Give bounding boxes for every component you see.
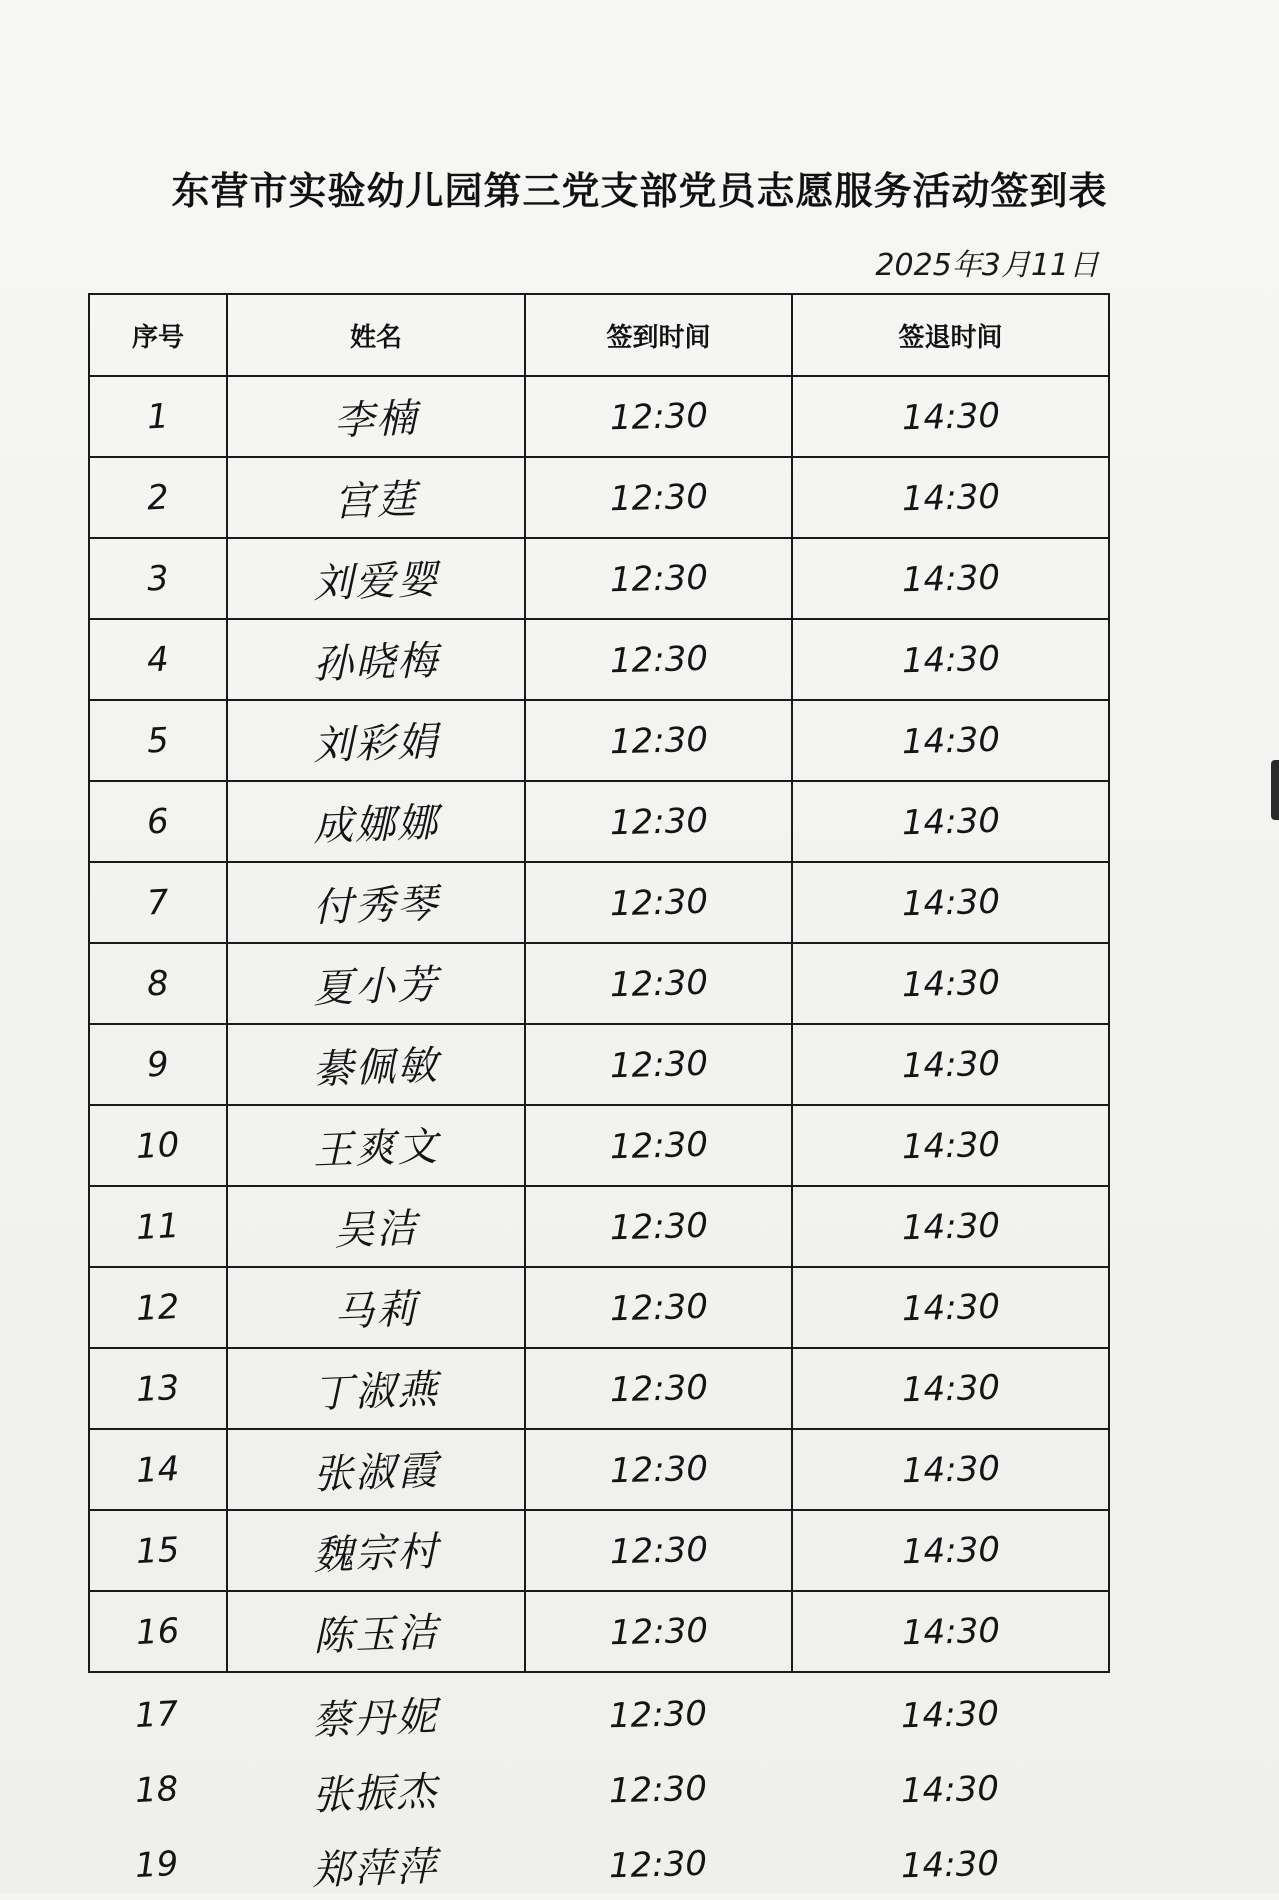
sign-out-time: 14:30	[900, 962, 1000, 1005]
sign-out-time-cell	[792, 700, 1109, 781]
signature-name-cell	[227, 781, 525, 862]
signature-name-cell	[227, 862, 525, 943]
signature-name-cell	[226, 1755, 524, 1825]
sign-in-time: 12:30	[608, 1610, 708, 1653]
table-row	[89, 1186, 1109, 1267]
signature-name-cell	[227, 1429, 525, 1510]
sign-in-time: 12:30	[608, 719, 708, 762]
sign-out-time: 14:30	[899, 1768, 999, 1812]
sign-out-time-cell	[792, 457, 1109, 538]
list-item	[88, 1755, 1108, 1825]
row-number: 19	[134, 1843, 180, 1887]
table-row	[89, 700, 1109, 781]
signature-name-cell	[227, 943, 525, 1024]
list-item	[88, 1830, 1108, 1900]
row-number: 3	[146, 557, 170, 600]
signature-name-cell	[227, 1024, 525, 1105]
row-number: 13	[135, 1367, 181, 1410]
signature-name: 付秀琴	[312, 880, 440, 932]
signature-name: 张振杰	[311, 1768, 439, 1819]
signature-name: 夏小芳	[312, 961, 440, 1013]
sign-out-time: 14:30	[900, 1286, 1000, 1329]
sign-out-time: 14:30	[900, 1367, 1000, 1410]
signature-name: 宫莛	[333, 476, 419, 526]
row-number: 9	[146, 1043, 170, 1086]
row-number: 11	[135, 1205, 181, 1248]
signature-name-cell	[227, 457, 525, 538]
row-number-cell	[89, 862, 227, 943]
sign-in-time: 12:30	[607, 1843, 707, 1887]
sign-out-time: 14:30	[900, 881, 1000, 924]
sign-in-time-cell	[525, 1105, 792, 1186]
table-row	[89, 781, 1109, 862]
row-number-cell	[89, 943, 227, 1024]
sign-out-time: 14:30	[900, 1124, 1000, 1167]
sign-in-time-cell	[525, 1348, 792, 1429]
row-number-cell	[89, 781, 227, 862]
signature-name: 刘爱婴	[312, 556, 440, 608]
table-row	[89, 1510, 1109, 1591]
row-number-cell	[89, 1429, 227, 1510]
row-number: 17	[134, 1693, 180, 1737]
sign-in-time: 12:30	[607, 1693, 707, 1737]
sign-out-time-cell	[792, 376, 1109, 457]
signin-table	[88, 293, 1110, 1673]
sign-in-time: 12:30	[607, 1768, 707, 1812]
sign-out-time: 14:30	[899, 1843, 999, 1887]
sign-in-time-cell	[524, 1830, 791, 1900]
signature-name: 成娜娜	[312, 799, 440, 851]
table-row	[89, 943, 1109, 1024]
signature-name-cell	[227, 700, 525, 781]
sign-in-time: 12:30	[608, 1124, 708, 1167]
row-number: 15	[135, 1529, 181, 1572]
signature-name: 魏宗村	[312, 1528, 440, 1580]
sign-in-time: 12:30	[608, 557, 708, 600]
sign-in-time: 12:30	[608, 638, 708, 681]
sign-in-time-cell	[525, 376, 792, 457]
row-number: 6	[146, 800, 170, 843]
document-title: 东营市实验幼儿园第三党支部党员志愿服务活动签到表	[171, 168, 1108, 213]
sign-out-time-cell	[792, 1186, 1109, 1267]
sign-in-time: 12:30	[608, 1043, 708, 1086]
row-number: 16	[135, 1610, 181, 1653]
row-number-cell	[89, 1105, 227, 1186]
sign-in-time: 12:30	[608, 476, 708, 519]
sign-out-time-cell	[792, 1348, 1109, 1429]
sign-out-time: 14:30	[900, 800, 1000, 843]
signature-name: 綦佩敏	[312, 1042, 440, 1094]
sign-out-time: 14:30	[900, 1043, 1000, 1086]
sign-out-time-cell	[792, 619, 1109, 700]
sign-out-time-cell	[792, 538, 1109, 619]
row-number-cell	[89, 619, 227, 700]
sign-in-time: 12:30	[608, 962, 708, 1005]
sign-in-time-cell	[525, 943, 792, 1024]
header-name: 姓名	[227, 294, 525, 376]
row-number-cell	[89, 538, 227, 619]
signature-name: 吴洁	[333, 1205, 419, 1255]
sign-in-time-cell	[525, 781, 792, 862]
sign-in-time-cell	[524, 1680, 791, 1750]
table-body	[89, 376, 1109, 1672]
signature-name-cell	[226, 1680, 524, 1750]
sign-in-time-cell	[525, 457, 792, 538]
sign-out-time-cell	[792, 1267, 1109, 1348]
sign-in-time: 12:30	[608, 1529, 708, 1572]
sign-out-time: 14:30	[900, 1529, 1000, 1572]
sign-out-time-cell	[792, 1105, 1109, 1186]
sign-out-time-cell	[792, 1510, 1109, 1591]
sign-out-time-cell	[792, 1591, 1109, 1672]
sign-out-time-cell	[791, 1755, 1108, 1825]
sign-in-time: 12:30	[608, 1448, 708, 1491]
sign-in-time: 12:30	[608, 1367, 708, 1410]
table-row	[89, 538, 1109, 619]
sign-in-time-cell	[525, 619, 792, 700]
row-number: 18	[134, 1768, 180, 1812]
sign-in-time-cell	[525, 1267, 792, 1348]
table-row	[89, 376, 1109, 457]
row-number-cell	[89, 1186, 227, 1267]
row-number-cell	[89, 1510, 227, 1591]
header-row	[89, 294, 1109, 376]
table-row	[89, 1267, 1109, 1348]
sign-in-time-cell	[524, 1755, 791, 1825]
row-number-cell	[88, 1755, 226, 1825]
row-number-cell	[89, 1267, 227, 1348]
row-number-cell	[88, 1680, 226, 1750]
sign-in-time: 12:30	[608, 800, 708, 843]
signature-name-cell	[227, 538, 525, 619]
signature-name-cell	[226, 1830, 524, 1900]
sign-out-time: 14:30	[900, 557, 1000, 600]
signature-name-cell	[227, 1105, 525, 1186]
row-number-cell	[89, 376, 227, 457]
sign-in-time-cell	[525, 1024, 792, 1105]
sign-out-time-cell	[792, 1024, 1109, 1105]
signature-name: 郑萍萍	[311, 1843, 439, 1894]
header-no: 序号	[89, 294, 227, 376]
sign-out-time: 14:30	[899, 1693, 999, 1737]
row-number-cell	[88, 1830, 226, 1900]
signature-name: 蔡丹妮	[311, 1693, 439, 1744]
row-number-cell	[89, 700, 227, 781]
document-date: 2025年3月11日	[875, 248, 1099, 283]
signature-name-cell	[227, 376, 525, 457]
sign-in-time-cell	[525, 1429, 792, 1510]
sign-out-time-cell	[791, 1680, 1108, 1750]
sign-out-time: 14:30	[900, 1610, 1000, 1653]
sign-out-time-cell	[792, 1429, 1109, 1510]
sign-in-time-cell	[525, 1186, 792, 1267]
table-row	[89, 1429, 1109, 1510]
row-number-cell	[89, 1591, 227, 1672]
sign-in-time-cell	[525, 700, 792, 781]
sign-out-time: 14:30	[900, 638, 1000, 681]
row-number: 4	[146, 638, 170, 681]
signature-name: 丁淑燕	[312, 1366, 440, 1418]
signature-name: 马莉	[333, 1286, 419, 1336]
sign-in-time-cell	[525, 1591, 792, 1672]
table-row	[89, 862, 1109, 943]
table-row	[89, 1591, 1109, 1672]
header-sign-in: 签到时间	[525, 294, 792, 376]
row-number: 10	[135, 1124, 181, 1167]
sign-out-time: 14:30	[900, 1448, 1000, 1491]
row-number: 14	[135, 1448, 181, 1491]
sign-out-time: 14:30	[900, 1205, 1000, 1248]
sign-out-time: 14:30	[900, 719, 1000, 762]
sign-in-time: 12:30	[608, 395, 708, 438]
table-row	[89, 457, 1109, 538]
signin-table-wrap	[88, 293, 1108, 1673]
signature-name: 陈玉洁	[312, 1609, 440, 1661]
row-number: 5	[146, 719, 170, 762]
table-row	[89, 1348, 1109, 1429]
list-item	[88, 1680, 1108, 1750]
signature-name: 李楠	[333, 395, 419, 445]
sign-in-time-cell	[525, 862, 792, 943]
signature-name: 孙晓梅	[312, 637, 440, 689]
sign-in-time-cell	[525, 1510, 792, 1591]
signature-name-cell	[227, 1510, 525, 1591]
sign-out-time: 14:30	[900, 395, 1000, 438]
signature-name: 王爽文	[312, 1123, 440, 1175]
sign-out-time-cell	[792, 862, 1109, 943]
table-row	[89, 1105, 1109, 1186]
signature-name-cell	[227, 1186, 525, 1267]
signature-name-cell	[227, 619, 525, 700]
row-number: 7	[146, 881, 170, 924]
page-edge-mark	[1271, 760, 1279, 820]
row-number: 8	[146, 962, 170, 1005]
row-number-cell	[89, 1348, 227, 1429]
row-number: 1	[146, 395, 170, 438]
row-number-cell	[89, 457, 227, 538]
sign-in-time: 12:30	[608, 881, 708, 924]
signature-name-cell	[227, 1591, 525, 1672]
signature-name: 刘彩娟	[312, 718, 440, 770]
signature-name-cell	[227, 1267, 525, 1348]
sign-out-time-cell	[791, 1830, 1108, 1900]
sign-out-time-cell	[792, 943, 1109, 1024]
row-number-cell	[89, 1024, 227, 1105]
table-row	[89, 1024, 1109, 1105]
sign-out-time: 14:30	[900, 476, 1000, 519]
header-sign-out: 签退时间	[792, 294, 1109, 376]
table-row	[89, 619, 1109, 700]
signature-name: 张淑霞	[312, 1447, 440, 1499]
row-number: 2	[146, 476, 170, 519]
signature-name-cell	[227, 1348, 525, 1429]
row-number: 12	[135, 1286, 181, 1329]
sign-out-time-cell	[792, 781, 1109, 862]
sign-in-time-cell	[525, 538, 792, 619]
sign-in-time: 12:30	[608, 1205, 708, 1248]
sign-in-time: 12:30	[608, 1286, 708, 1329]
